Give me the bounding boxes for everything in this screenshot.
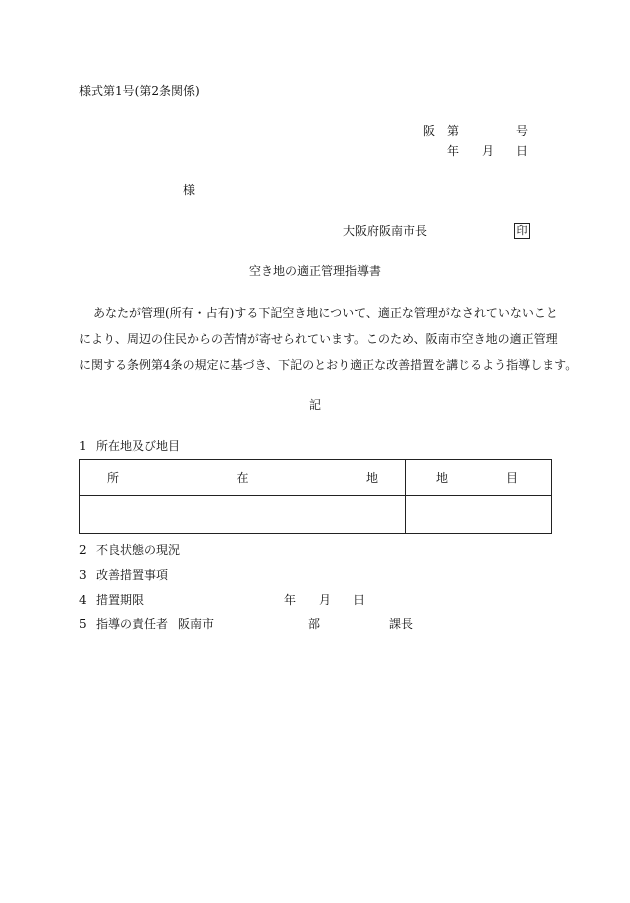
body-line-1: あなたが管理(所有・占有)する下記空き地について、適正な管理がなされていないこと — [93, 306, 558, 320]
location-cell — [80, 496, 406, 534]
location-header-char: 在 — [236, 471, 249, 485]
table-header-row — [80, 460, 552, 496]
form-number: 様式第1号(第2条関係) — [79, 84, 200, 98]
ref-prefix: 阪 — [423, 124, 436, 138]
location-header — [80, 460, 406, 496]
body-line-3: に関する条例第4条の規定に基づき、下記のとおり適正な改善措置を講じるよう指導します。 — [79, 358, 578, 372]
ref-dai: 第 — [447, 124, 460, 138]
item2-number: 2 — [79, 543, 87, 557]
body-line-2: により、周辺の住民からの苦情が寄せられています。このため、阪南市空き地の適正管理 — [79, 332, 558, 346]
item1-number: 1 — [79, 439, 87, 453]
issuer-name: 大阪府阪南市長 — [343, 224, 428, 238]
responsible-chief: 課長 — [389, 617, 414, 631]
responsible-city: 阪南市 — [178, 617, 215, 631]
item3-number: 3 — [79, 568, 87, 582]
table-row — [80, 496, 552, 534]
date-year: 年 — [447, 144, 460, 158]
seal-mark — [514, 222, 530, 239]
category-cell — [406, 496, 552, 534]
deadline-year: 年 — [284, 593, 297, 607]
recipient-honorific: 様 — [183, 183, 196, 197]
item4-label: 措置期限 — [96, 593, 145, 607]
responsible-dept: 部 — [308, 617, 321, 631]
location-header-char: 地 — [365, 471, 378, 485]
location-header-char: 所 — [107, 471, 120, 485]
item5-number: 5 — [79, 617, 87, 631]
category-header — [406, 460, 552, 496]
date-month: 月 — [482, 144, 495, 158]
category-header-char: 地 — [436, 471, 449, 485]
item2-label: 不良状態の現況 — [96, 543, 181, 557]
location-table — [79, 459, 552, 534]
date-day: 日 — [516, 144, 529, 158]
deadline-day: 日 — [353, 593, 366, 607]
category-header-char: 目 — [505, 471, 518, 485]
document-title: 空き地の適正管理指導書 — [248, 264, 381, 278]
ki-heading: 記 — [308, 398, 321, 412]
item3-label: 改善措置事項 — [96, 568, 169, 582]
deadline-month: 月 — [319, 593, 332, 607]
item4-number: 4 — [79, 593, 87, 607]
seal-text: 印 — [514, 223, 530, 239]
item1-label: 所在地及び地目 — [96, 439, 181, 453]
item5-label: 指導の責任者 — [96, 617, 169, 631]
ref-go: 号 — [516, 124, 529, 138]
